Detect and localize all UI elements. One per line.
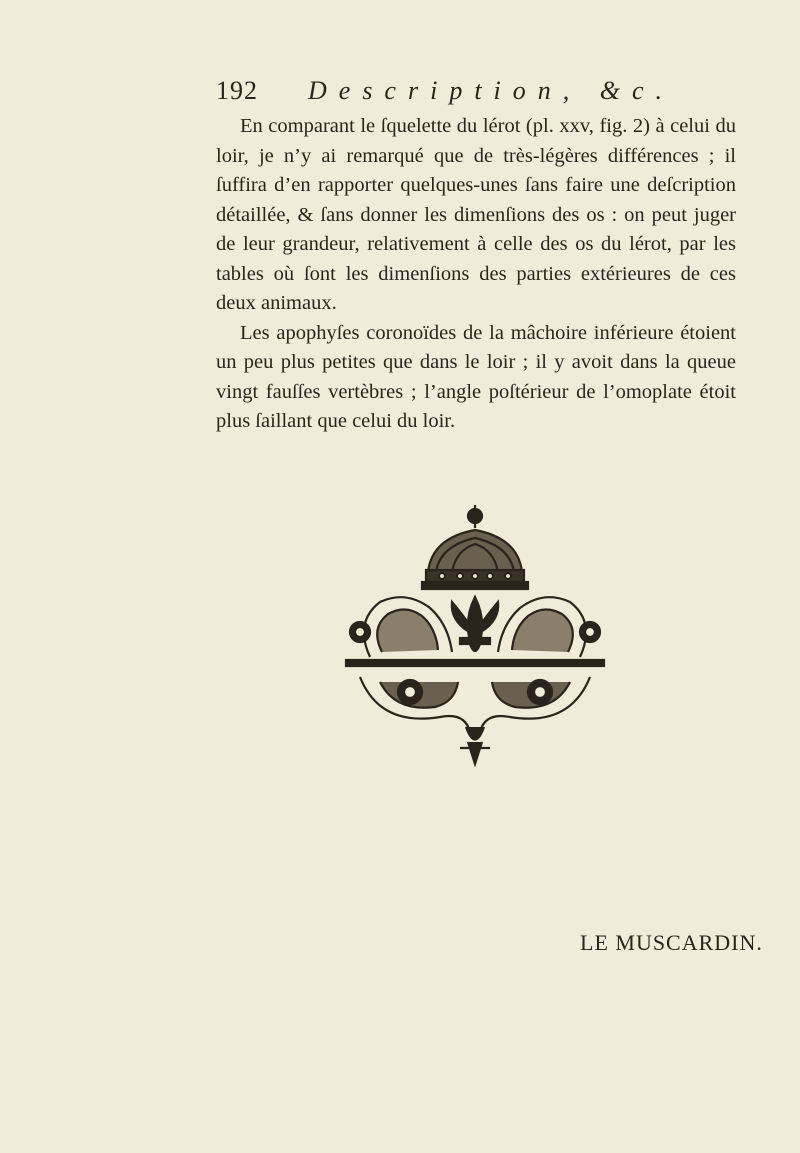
paragraph-2: Les apophyſes coronoïdes de la mâchoire inférieure étoient un peu plus petites que dans le loir ; il y avoit dans la queue vingt fauſſes vertèbres ; l’angle poſtérieur de l’omoplate étoit plus ſaillant que celui du loir. (216, 321, 736, 432)
body-text (216, 112, 736, 437)
running-title: Description, &c. (308, 76, 675, 105)
page-header (216, 76, 736, 110)
catchword: LE MUSCARDIN. (580, 930, 763, 955)
page-number: 192 (216, 76, 258, 105)
paragraph-1: En comparant le ſquelette du lérot (pl. xxv, fig. 2) à celui du loir, je n’y ai remarqué que de très-légères différences ; il ſuffira d’en rapporter quelques-unes ſans faire une deſcription détaillée, & ſans donner les dimenſions des os : on peut juger de leur grandeur, relativement à celle des os du lérot, par les tables où ſont les dimenſions des parties extérieures de ces deux animaux. (216, 115, 736, 314)
crown-fleur-de-lis-ornament-icon (340, 502, 610, 770)
